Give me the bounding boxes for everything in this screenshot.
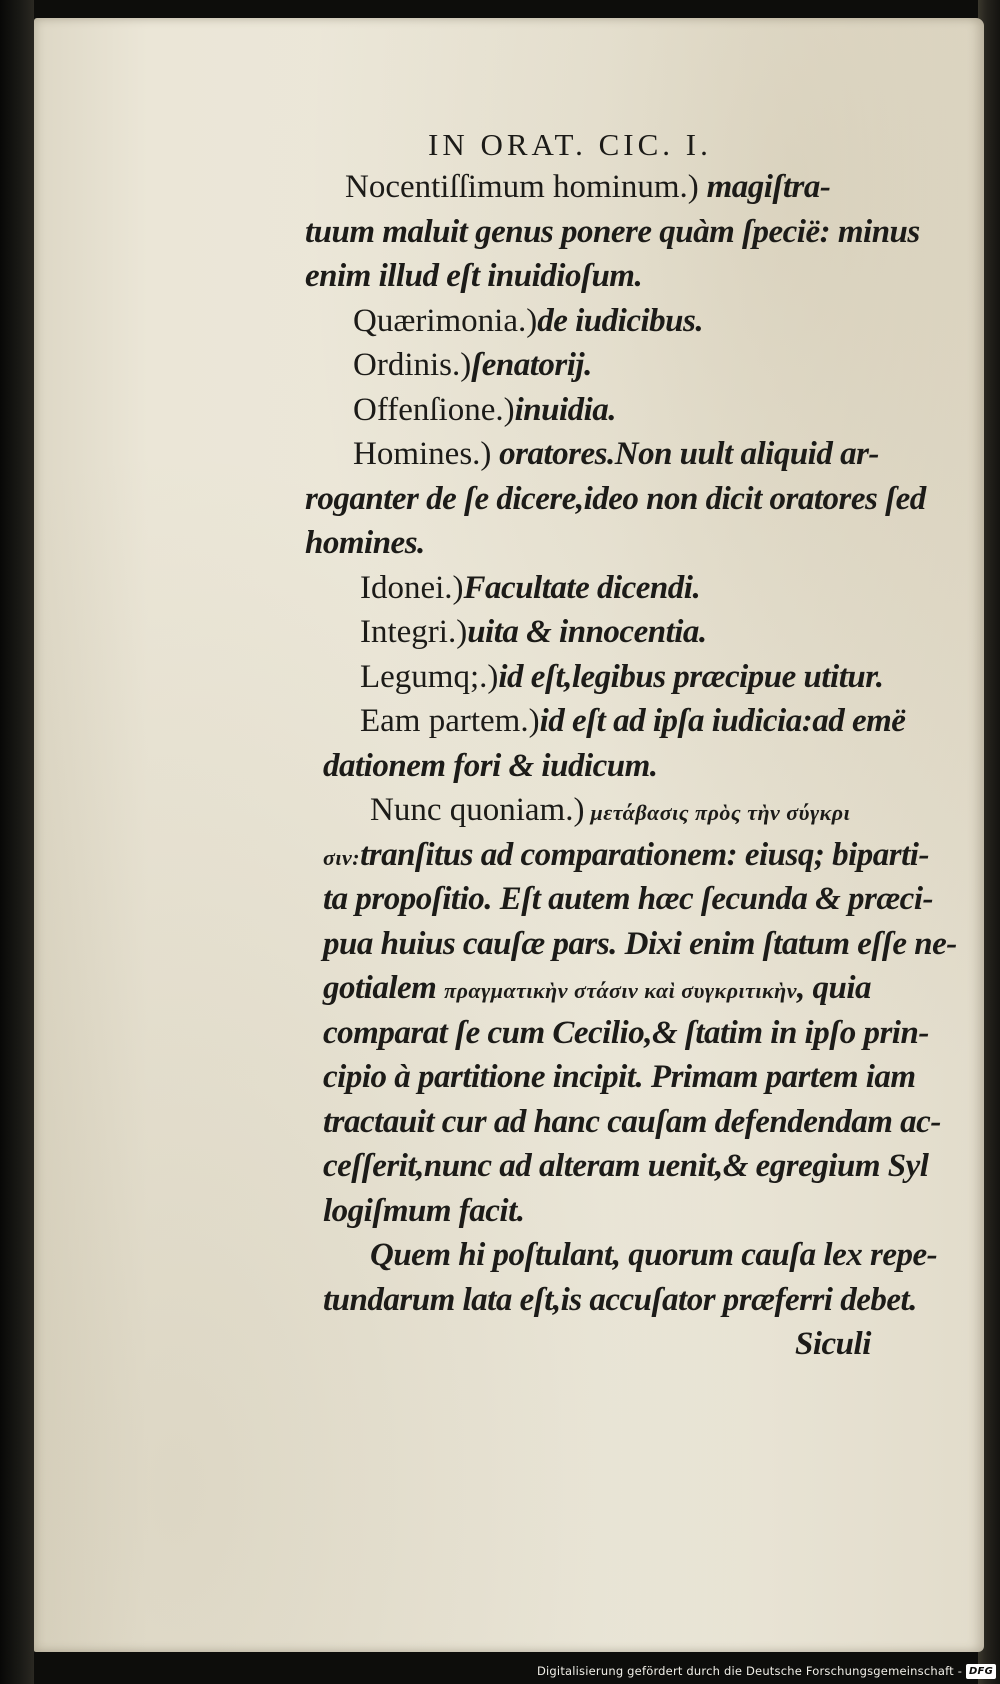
text-line-7: Homines.) oratores.Non uult aliquid ar- xyxy=(353,436,879,472)
text-line-11: Integri.)uita & innocentia. xyxy=(360,614,707,650)
text-line-6: Offenſione.)inuidia. xyxy=(353,391,617,428)
text-block xyxy=(305,125,955,1367)
text-line-18: pua huius cauſæ pars. Dixi enim ſtatum eſſe ne- xyxy=(323,925,957,962)
running-head: IN ORAT. CIC. I. xyxy=(428,127,712,162)
text-line-14: dationem fori & iudicum. xyxy=(323,747,658,784)
book-spine-edge xyxy=(0,0,34,1684)
text-line-8: roganter de ſe dicere,ideo non dicit oratores ſed xyxy=(305,480,926,517)
text-line-15: Nunc quoniam.) μετάβασις πρὸς τὴν σύγκρι xyxy=(370,792,851,828)
book-page xyxy=(34,18,984,1652)
text-line-22: tractauit cur ad hanc cauſam defendendam ac- xyxy=(323,1103,941,1140)
credit-text: Digitalisierung gefördert durch die Deutsche Forschungsgemeinschaft - xyxy=(536,1664,963,1678)
text-line-19: gotialem πραγματικὴν στάσιν καὶ συγκριτικὴν, quia xyxy=(323,970,872,1006)
text-line-16: σιν:tranſitus ad comparationem: eiusq; biparti- xyxy=(323,836,929,873)
text-line-24: logiſmum facit. xyxy=(323,1192,525,1229)
text-line-2: tuum maluit genus ponere quàm ſpecië: minus xyxy=(305,213,920,250)
dfg-logo: DFG xyxy=(966,1664,996,1679)
digitization-credit xyxy=(537,1660,996,1682)
text-line-20: comparat ſe cum Cecilio,& ſtatim in ipſo prin- xyxy=(323,1014,929,1051)
text-line-21: cipio à partitione incipit. Primam partem iam xyxy=(323,1059,916,1095)
catchword: Siculi xyxy=(795,1326,871,1362)
text-line-25: Quem hi poſtulant, quorum cauſa lex repe- xyxy=(370,1237,938,1273)
text-line-23: ceſſerit,nunc ad alteram uenit,& egregium Syl xyxy=(323,1148,929,1184)
text-line-13: Eam partem.)id eſt ad ipſa iudicia:ad emë xyxy=(360,703,906,739)
text-line-1: Nocentiſſimum hominum.) magiſtra- xyxy=(345,169,831,205)
text-line-10: Idonei.)Facultate dicendi. xyxy=(360,569,701,606)
text-line-4: Quærimonia.)de iudicibus. xyxy=(353,302,704,339)
text-line-9: homines. xyxy=(305,525,425,561)
text-line-17: ta propoſitio. Eſt autem hæc ſecunda & præci- xyxy=(323,881,933,917)
text-line-5: Ordinis.)ſenatorij. xyxy=(353,347,592,383)
text-line-3: enim illud eſt inuidioſum. xyxy=(305,258,643,294)
text-line-26: tundarum lata eſt,is accuſator præferri debet. xyxy=(323,1281,917,1318)
text-line-12: Legumq;.)id eſt,legibus præcipue utitur. xyxy=(360,658,884,695)
